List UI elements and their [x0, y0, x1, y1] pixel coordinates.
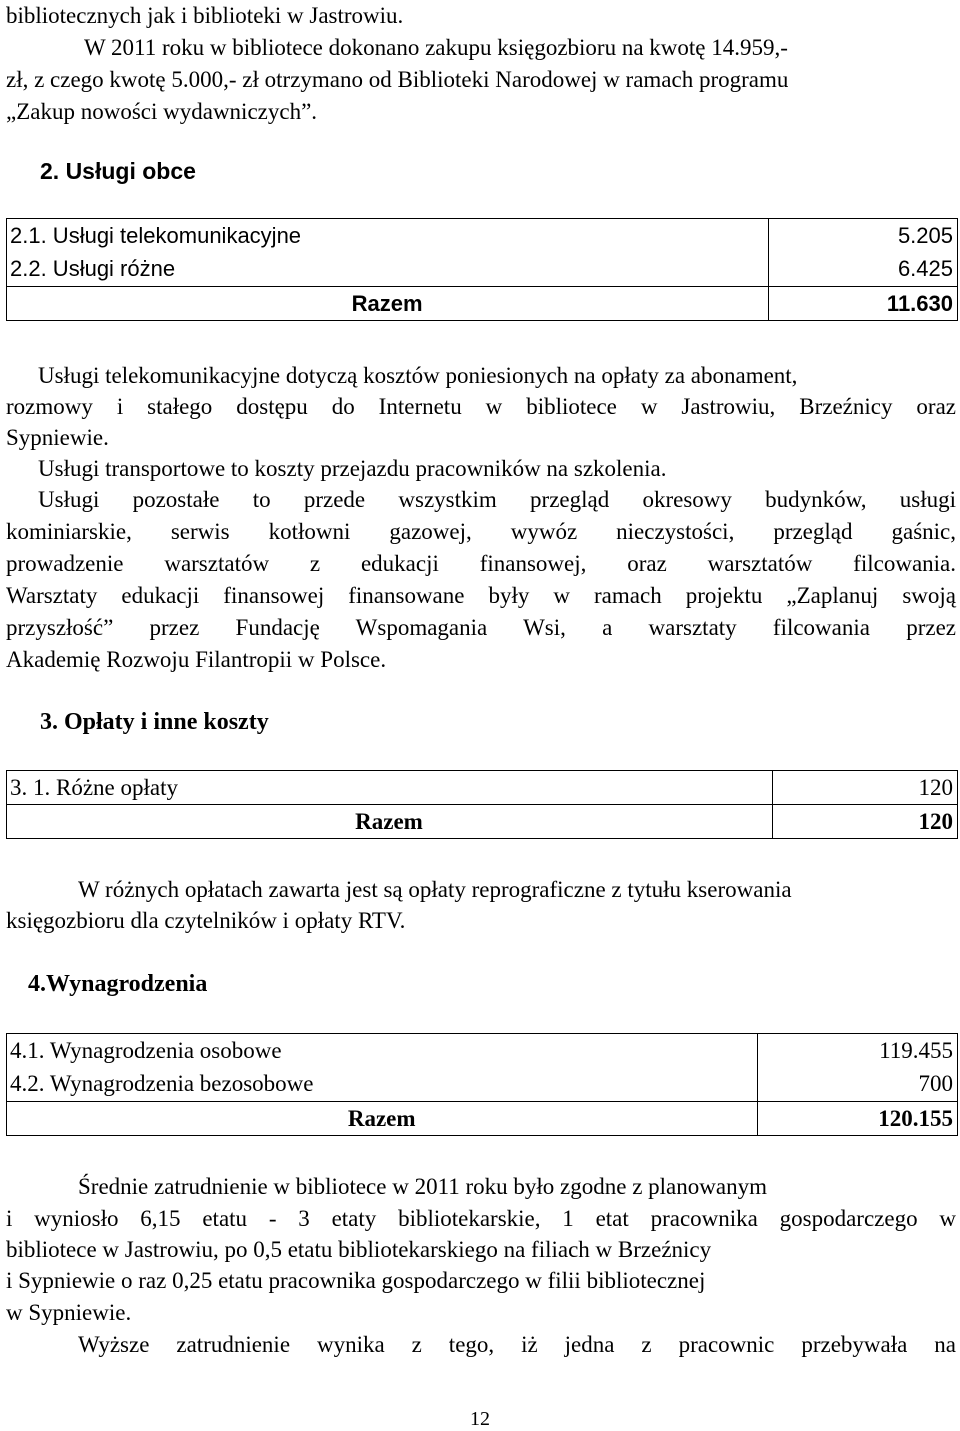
intro-line-1: bibliotecznych jak i biblioteki w Jastrowiu. [6, 3, 404, 28]
row-label: 2.2. Usługi różne [7, 253, 769, 287]
section-3-para-line-2: księgozbioru dla czytelników i opłaty RTV. [6, 908, 406, 933]
section-2-para-3-line-6: Akademię Rozwoju Filantropii w Polsce. [6, 647, 387, 672]
total-value: 120.155 [758, 1102, 958, 1136]
section-2-table [6, 218, 958, 321]
section-2-para-3-line-1: Usługi pozostałe to przede wszystkim przegląd okresowy budynków, usługi [38, 487, 956, 512]
section-2-heading: 2. Usługi obce [40, 158, 196, 184]
table-total-row [7, 805, 958, 839]
total-value: 11.630 [769, 287, 958, 321]
section-2-para-3-line-4: Warsztaty edukacji finansowej finansowane były w ramach projektu „Zaplanuj swoją [6, 583, 956, 608]
intro-line-2: W 2011 roku w bibliotece dokonano zakupu księgozbioru na kwotę 14.959,- [84, 35, 788, 60]
section-4-para-line-5: w Sypniewie. [6, 1300, 132, 1325]
section-4-para-line-2: i wyniosło 6,15 etatu - 3 etaty bibliotekarskie, 1 etat pracownika gospodarczego w [6, 1206, 956, 1231]
section-4-heading: 4.Wynagrodzenia [28, 971, 208, 997]
table-total-row [7, 1102, 958, 1136]
section-2-para-3-line-5: przyszłość” przez Fundację Wspomagania Wsi, a warsztaty filcowania przez [6, 615, 956, 640]
table-row [7, 253, 958, 287]
section-3-heading: 3. Opłaty i inne koszty [40, 709, 269, 735]
row-label: 4.1. Wynagrodzenia osobowe [7, 1034, 758, 1068]
section-4-para-line-4: i Sypniewie o raz 0,25 etatu pracownika gospodarczego w filii bibliotecznej [6, 1268, 706, 1293]
table-row [7, 1034, 958, 1068]
page-number: 12 [470, 1408, 490, 1430]
section-4-table [6, 1033, 958, 1136]
intro-line-4: „Zakup nowości wydawniczych”. [6, 99, 318, 124]
total-label: Razem [7, 1102, 758, 1136]
section-3-para-line-1: W różnych opłatach zawarta jest są opłaty reprograficzne z tytułu kserowania [78, 877, 792, 902]
intro-line-3: zł, z czego kwotę 5.000,- zł otrzymano od Biblioteki Narodowej w ramach programu [6, 67, 789, 92]
row-value: 5.205 [769, 219, 958, 253]
total-value: 120 [773, 805, 958, 839]
section-2-para-3-line-3: prowadzenie warsztatów z edukacji finansowej, oraz warsztatów filcowania. [6, 551, 956, 576]
table-total-row [7, 287, 958, 321]
total-label: Razem [7, 805, 773, 839]
table-row [7, 771, 958, 805]
row-label: 2.1. Usługi telekomunikacyjne [7, 219, 769, 253]
section-2-para-1-line-2: rozmowy i stałego dostępu do Internetu w bibliotece w Jastrowiu, Brzeźnicy oraz [6, 394, 956, 419]
row-value: 6.425 [769, 253, 958, 287]
section-2-para-3-line-2: kominiarskie, serwis kotłowni gazowej, wywóz nieczystości, przegląd gaśnic, [6, 519, 956, 544]
section-4-para-line-6: Wyższe zatrudnienie wynika z tego, iż jedna z pracownic przebywała na [78, 1332, 956, 1357]
row-label: 3. 1. Różne opłaty [7, 771, 773, 805]
section-2-para-2: Usługi transportowe to koszty przejazdu pracowników na szkolenia. [38, 456, 667, 481]
section-2-para-1-line-3: Sypniewie. [6, 425, 109, 450]
total-label: Razem [7, 287, 769, 321]
section-3-table [6, 770, 958, 839]
table-row [7, 1068, 958, 1102]
section-4-para-line-3: bibliotece w Jastrowiu, po 0,5 etatu bibliotekarskiego na filiach w Brzeźnicy [6, 1237, 712, 1262]
table-row [7, 219, 958, 253]
section-2-para-1-line-1: Usługi telekomunikacyjne dotyczą kosztów poniesionych na opłaty za abonament, [38, 363, 798, 388]
row-value: 119.455 [758, 1034, 958, 1068]
row-value: 120 [773, 771, 958, 805]
row-label: 4.2. Wynagrodzenia bezosobowe [7, 1068, 758, 1102]
row-value: 700 [758, 1068, 958, 1102]
section-4-para-line-1: Średnie zatrudnienie w bibliotece w 2011 roku było zgodne z planowanym [78, 1174, 767, 1199]
